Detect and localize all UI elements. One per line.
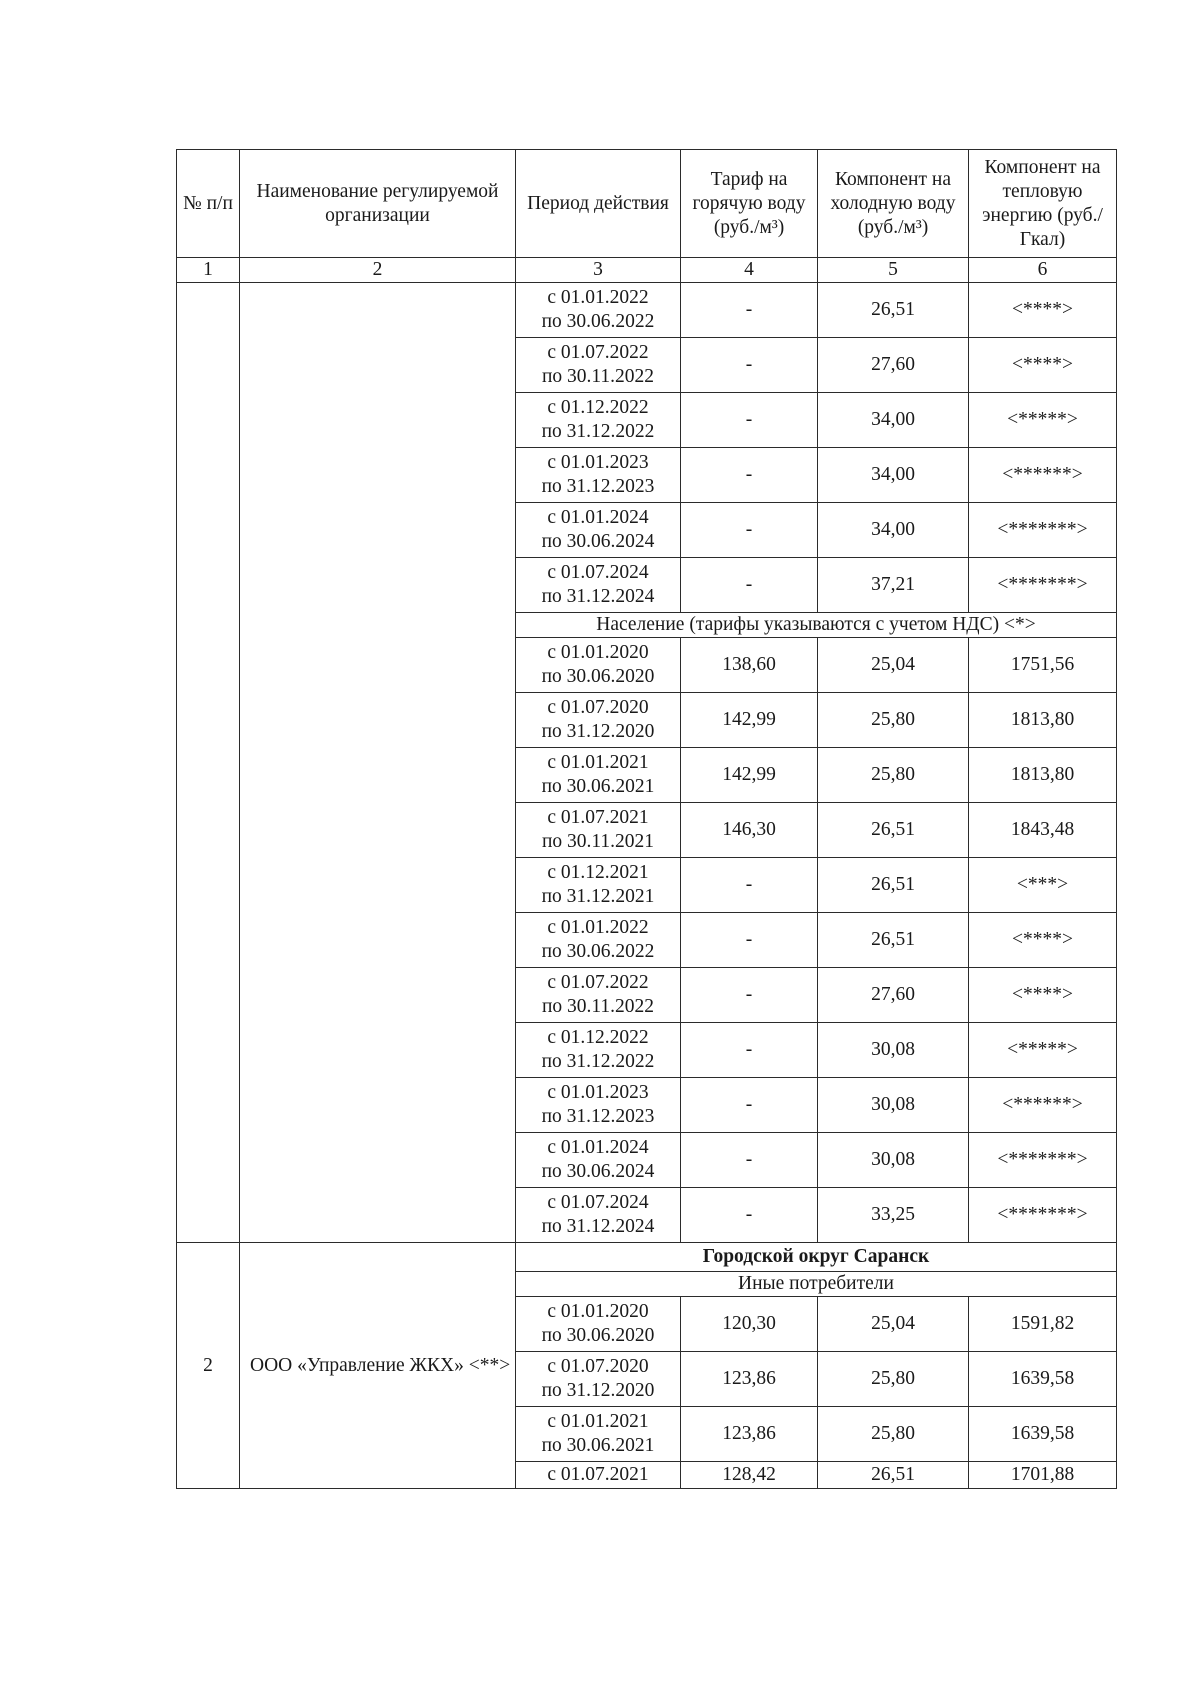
period-end: по 31.12.2021 — [541, 886, 655, 907]
period-start: с 01.01.2020 — [547, 1301, 649, 1322]
heat-energy-component-cell: <*******> — [969, 1133, 1117, 1188]
period-cell — [516, 1352, 681, 1407]
period-end: по 31.12.2023 — [541, 476, 655, 497]
period-end: по 30.06.2022 — [541, 941, 655, 962]
cold-water-component-cell: 37,21 — [818, 558, 969, 613]
column-numbers-row — [177, 258, 1117, 283]
period-end: по 30.06.2020 — [541, 1325, 655, 1346]
period-end: по 31.12.2020 — [541, 1380, 655, 1401]
heat-energy-component-cell: 1701,88 — [969, 1462, 1117, 1489]
period-cell — [516, 1188, 681, 1243]
period-cell — [516, 1407, 681, 1462]
heat-energy-component-cell: 1751,56 — [969, 638, 1117, 693]
hot-water-tariff-cell: 138,60 — [681, 638, 818, 693]
cold-water-component-cell: 25,04 — [818, 1297, 969, 1352]
column-number: 2 — [240, 258, 516, 283]
cold-water-component-cell: 26,51 — [818, 858, 969, 913]
period-end: по 31.12.2020 — [541, 721, 655, 742]
period-cell — [516, 393, 681, 448]
cold-water-component-cell: 26,51 — [818, 803, 969, 858]
header-number: № п/п — [177, 150, 240, 258]
period-cell — [516, 1462, 681, 1489]
cold-water-component-cell: 34,00 — [818, 448, 969, 503]
district-row — [177, 1243, 1117, 1272]
period-end: по 30.06.2022 — [541, 311, 655, 332]
period-cell — [516, 803, 681, 858]
heat-energy-component-cell: <*******> — [969, 1188, 1117, 1243]
column-number: 1 — [177, 258, 240, 283]
period-start: с 01.01.2020 — [547, 642, 649, 663]
period-start: с 01.07.2021 — [547, 807, 649, 828]
period-start: с 01.12.2022 — [547, 397, 649, 418]
table-header-row — [177, 150, 1117, 258]
header-hot-water-tariff: Тариф на горячую воду (руб./м³) — [681, 150, 818, 258]
cold-water-component-cell: 25,80 — [818, 748, 969, 803]
period-end: по 30.06.2020 — [541, 666, 655, 687]
heat-energy-component-cell: 1639,58 — [969, 1352, 1117, 1407]
hot-water-tariff-cell: - — [681, 1023, 818, 1078]
heat-energy-component-cell: <****> — [969, 913, 1117, 968]
period-start: с 01.01.2021 — [547, 752, 649, 773]
period-cell — [516, 338, 681, 393]
hot-water-tariff-cell: 120,30 — [681, 1297, 818, 1352]
period-end: по 30.06.2021 — [541, 776, 655, 797]
hot-water-tariff-cell: 142,99 — [681, 693, 818, 748]
cold-water-component-cell: 25,80 — [818, 1407, 969, 1462]
period-end: по 30.06.2024 — [541, 1161, 655, 1182]
period-start: с 01.07.2022 — [547, 342, 649, 363]
row-number-cell: 2 — [177, 1243, 240, 1489]
hot-water-tariff-cell: - — [681, 393, 818, 448]
period-cell — [516, 913, 681, 968]
period-start: с 01.01.2023 — [547, 452, 649, 473]
cold-water-component-cell: 25,04 — [818, 638, 969, 693]
period-start: с 01.07.2024 — [547, 562, 649, 583]
period-end: по 31.12.2023 — [541, 1106, 655, 1127]
heat-energy-component-cell: <****> — [969, 338, 1117, 393]
cold-water-component-cell: 27,60 — [818, 968, 969, 1023]
hot-water-tariff-cell: - — [681, 1133, 818, 1188]
heat-energy-component-cell: 1813,80 — [969, 693, 1117, 748]
cold-water-component-cell: 34,00 — [818, 393, 969, 448]
row-number-cell — [177, 283, 240, 1243]
period-end: по 30.06.2021 — [541, 1435, 655, 1456]
tariff-table — [176, 149, 1117, 1489]
period-cell — [516, 503, 681, 558]
period-start: с 01.12.2022 — [547, 1027, 649, 1048]
heat-energy-component-cell: <*****> — [969, 393, 1117, 448]
heat-energy-component-cell: 1843,48 — [969, 803, 1117, 858]
period-start: с 01.01.2024 — [547, 1137, 649, 1158]
period-cell — [516, 693, 681, 748]
column-number: 5 — [818, 258, 969, 283]
hot-water-tariff-cell: - — [681, 968, 818, 1023]
period-start: с 01.07.2020 — [547, 1356, 649, 1377]
period-start: с 01.01.2021 — [547, 1411, 649, 1432]
hot-water-tariff-cell: 123,86 — [681, 1352, 818, 1407]
header-period: Период действия — [516, 150, 681, 258]
heat-energy-component-cell: <***> — [969, 858, 1117, 913]
period-start: с 01.01.2022 — [547, 917, 649, 938]
heat-energy-component-cell: <****> — [969, 968, 1117, 1023]
header-heat-energy-component: Компонент на тепловую энергию (руб./Гкал) — [969, 150, 1117, 258]
period-cell — [516, 1078, 681, 1133]
period-cell — [516, 283, 681, 338]
cold-water-component-cell: 34,00 — [818, 503, 969, 558]
period-cell — [516, 558, 681, 613]
period-start: с 01.07.2020 — [547, 697, 649, 718]
hot-water-tariff-cell: - — [681, 913, 818, 968]
table-row — [177, 283, 1117, 338]
period-start: с 01.07.2024 — [547, 1192, 649, 1213]
period-cell — [516, 1297, 681, 1352]
header-organization: Наименование регулируемой организации — [240, 150, 516, 258]
heat-energy-component-cell: <******> — [969, 1078, 1117, 1133]
hot-water-tariff-cell: - — [681, 503, 818, 558]
cold-water-component-cell: 27,60 — [818, 338, 969, 393]
hot-water-tariff-cell: - — [681, 283, 818, 338]
hot-water-tariff-cell: 142,99 — [681, 748, 818, 803]
period-start: с 01.07.2021 — [547, 1464, 649, 1485]
period-cell — [516, 858, 681, 913]
period-end: по 31.12.2022 — [541, 1051, 655, 1072]
cold-water-component-cell: 25,80 — [818, 1352, 969, 1407]
heat-energy-component-cell: 1813,80 — [969, 748, 1117, 803]
cold-water-component-cell: 30,08 — [818, 1078, 969, 1133]
heat-energy-component-cell: <*****> — [969, 1023, 1117, 1078]
hot-water-tariff-cell: 146,30 — [681, 803, 818, 858]
period-cell — [516, 1133, 681, 1188]
period-cell — [516, 1023, 681, 1078]
period-end: по 31.12.2024 — [541, 1216, 655, 1237]
heat-energy-component-cell: <****> — [969, 283, 1117, 338]
hot-water-tariff-cell: - — [681, 338, 818, 393]
period-start: с 01.07.2022 — [547, 972, 649, 993]
heat-energy-component-cell: <*******> — [969, 558, 1117, 613]
period-end: по 30.11.2022 — [541, 366, 655, 387]
period-start: с 01.01.2023 — [547, 1082, 649, 1103]
section-other-consumers-label: Иные потребители — [516, 1272, 1117, 1297]
cold-water-component-cell: 30,08 — [818, 1133, 969, 1188]
period-start: с 01.01.2022 — [547, 287, 649, 308]
period-cell — [516, 448, 681, 503]
cold-water-component-cell: 30,08 — [818, 1023, 969, 1078]
heat-energy-component-cell: <*******> — [969, 503, 1117, 558]
organization-name-cell: ООО «Управление ЖКХ» <**> — [240, 1243, 516, 1489]
period-end: по 30.11.2022 — [541, 996, 655, 1017]
column-number: 6 — [969, 258, 1117, 283]
cold-water-component-cell: 26,51 — [818, 1462, 969, 1489]
hot-water-tariff-cell: - — [681, 448, 818, 503]
section-population-label: Население (тарифы указываются с учетом НДС) <*> — [516, 613, 1117, 638]
hot-water-tariff-cell: - — [681, 1188, 818, 1243]
organization-cell — [240, 283, 516, 1243]
hot-water-tariff-cell: - — [681, 858, 818, 913]
period-end: по 31.12.2024 — [541, 586, 655, 607]
period-end: по 30.06.2024 — [541, 531, 655, 552]
period-start: с 01.01.2024 — [547, 507, 649, 528]
hot-water-tariff-cell: 128,42 — [681, 1462, 818, 1489]
hot-water-tariff-cell: - — [681, 1078, 818, 1133]
period-cell — [516, 638, 681, 693]
column-number: 4 — [681, 258, 818, 283]
district-label: Городской округ Саранск — [516, 1243, 1117, 1272]
hot-water-tariff-cell: - — [681, 558, 818, 613]
column-number: 3 — [516, 258, 681, 283]
period-end: по 30.11.2021 — [541, 831, 655, 852]
period-cell — [516, 968, 681, 1023]
period-end: по 31.12.2022 — [541, 421, 655, 442]
heat-energy-component-cell: 1591,82 — [969, 1297, 1117, 1352]
period-cell — [516, 748, 681, 803]
heat-energy-component-cell: 1639,58 — [969, 1407, 1117, 1462]
period-start: с 01.12.2021 — [547, 862, 649, 883]
cold-water-component-cell: 26,51 — [818, 283, 969, 338]
heat-energy-component-cell: <******> — [969, 448, 1117, 503]
hot-water-tariff-cell: 123,86 — [681, 1407, 818, 1462]
cold-water-component-cell: 25,80 — [818, 693, 969, 748]
cold-water-component-cell: 33,25 — [818, 1188, 969, 1243]
cold-water-component-cell: 26,51 — [818, 913, 969, 968]
header-cold-water-component: Компонент на холодную воду (руб./м³) — [818, 150, 969, 258]
